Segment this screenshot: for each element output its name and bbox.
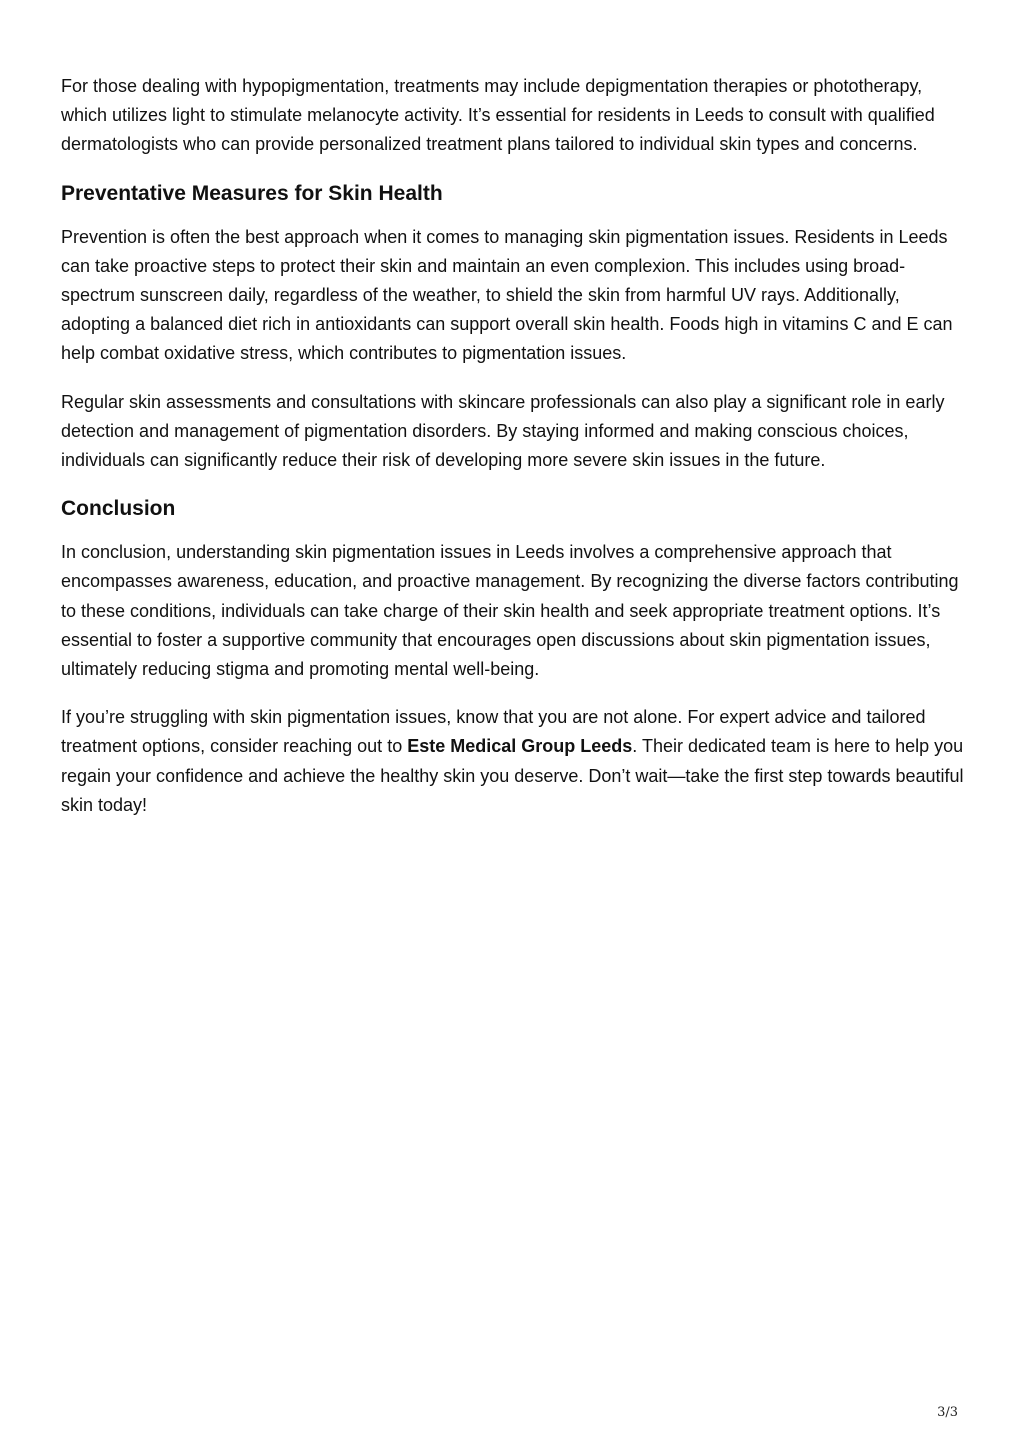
page-number: 3/3 <box>937 1405 958 1420</box>
document-body <box>61 72 971 839</box>
paragraph-conclusion: In conclusion, understanding skin pigmentation issues in Leeds involves a comprehensive approach that encompasses awareness, education, and proactive management. By recognizing the diverse factors contributing to these conditions, individuals can take charge of their skin health and seek appropriate treatment options. It’s essential to foster a supportive community that encourages open discussions about skin pigmentation issues, ultimately reducing stigma and promoting mental well-being. <box>61 542 959 680</box>
brand-name: Este Medical Group Leeds <box>407 736 633 757</box>
paragraph-skin-assessments: Regular skin assessments and consultations with skincare professionals can also play a significant role in early detection and management of pigmentation disorders. By staying informed and making conscious choices, individuals can significantly reduce their risk of developing more severe skin issues in the future. <box>61 391 945 471</box>
heading-conclusion: Conclusion <box>61 497 176 521</box>
heading-preventative-measures: Preventative Measures for Skin Health <box>61 181 443 205</box>
call-to-action-text-start: If you’re struggling with skin pigmentation issues, know that you are not alone. For expert advice and tailored treatment options, consider reaching out to <box>61 707 926 757</box>
paragraph-hypopigmentation-treatments: For those dealing with hypopigmentation, treatments may include depigmentation therapies or phototherapy, which utilizes light to stimulate melanocyte activity. It’s essential for residents in Leeds to consult with qualified dermatologists who can provide personalized treatment plans tailored to individual skin types and concerns. <box>61 76 935 155</box>
call-to-action-text-end: . Their dedicated team is here to help you regain your confidence and achieve the healthy skin you deserve. Don’t wait—take the first step towards beautiful skin today! <box>61 736 964 815</box>
paragraph-call-to-action <box>61 703 971 820</box>
paragraph-prevention: Prevention is often the best approach when it comes to managing skin pigmentation issues. Residents in Leeds can take proactive steps to protect their skin and maintain an even complexion. This includes using broad-spectrum sunscreen daily, regardless of the weather, to shield the skin from harmful UV rays. Additionally, adopting a balanced diet rich in antioxidants can support overall skin health. Foods high in vitamins C and E can help combat oxidative stress, which contributes to pigmentation issues. <box>61 226 953 364</box>
